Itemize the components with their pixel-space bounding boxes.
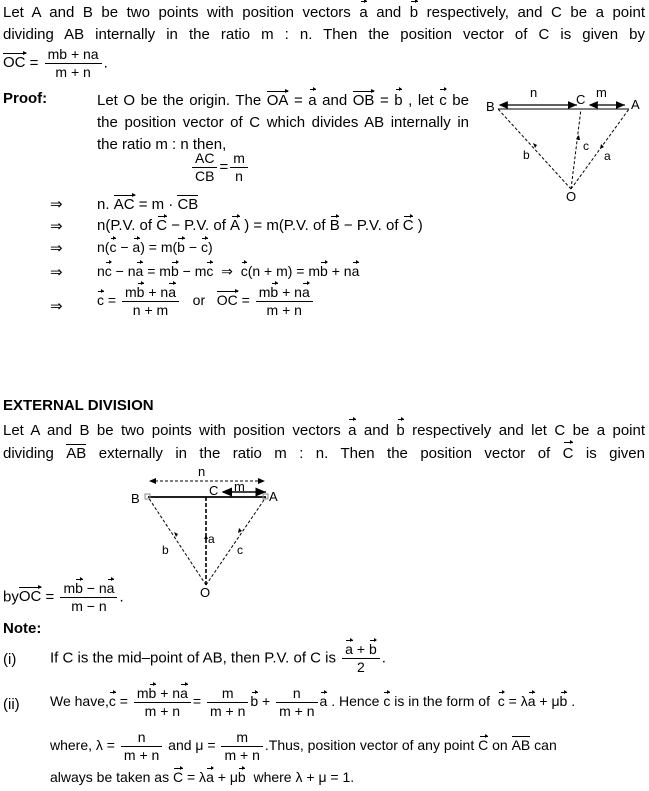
external-intro-line2: dividing AB externally in the ratio m : n. Then the position vector of C is given	[3, 443, 645, 465]
intro-text: Let A and B be two points with position vectors a and b respectively, and C be a point	[3, 4, 645, 21]
svg-text:A: A	[631, 97, 640, 112]
note-marker-i: (i)	[3, 651, 17, 668]
note-item-ii-line3: always be taken as C = λa + μb where λ + μ = 1.	[50, 769, 355, 785]
implies-icon: ⇒	[50, 196, 63, 213]
internal-intro-line2: dividing AB internally in the ratio m : n. Then the position vector of C is given by	[3, 26, 645, 43]
svg-text:m: m	[596, 85, 607, 100]
svg-text:c: c	[237, 543, 243, 557]
external-intro-line1: Let A and B be two points with position vectors a and b respectively and let C be a point	[3, 420, 645, 442]
svg-text:O: O	[566, 189, 577, 204]
proof-text: Let O be the origin. The OA = a and OB = b , let c be the position vector of C which divides AB internally in the ratio m : n then,	[97, 92, 469, 153]
svg-text:n: n	[198, 464, 206, 479]
implies-icon: ⇒	[50, 298, 63, 315]
svg-text:C: C	[576, 92, 586, 107]
external-formula: byOC = $\frac{mb - na}{m - n}$ .	[3, 580, 124, 614]
svg-text:n: n	[530, 85, 538, 100]
step-2: n(P.V. of C − P.V. of A ) = m(P.V. of B − P.V. of C )	[97, 217, 423, 234]
svg-text:C: C	[209, 483, 219, 498]
step-1: n. AC = m · CB	[97, 196, 199, 213]
svg-text:m: m	[234, 479, 245, 494]
note-item-i: If C is the mid–point of AB, then P.V. of C is $\frac{a + b}{2}$ .	[50, 641, 386, 675]
internal-formula-fraction: $\frac{mb + na}{m + n}$	[45, 46, 102, 81]
svg-text:b: b	[523, 148, 530, 162]
implies-icon: ⇒	[50, 218, 63, 235]
svg-text:c: c	[583, 139, 589, 153]
note-marker-ii: (ii)	[3, 696, 20, 713]
svg-text:A: A	[269, 489, 278, 504]
proof-label: Proof:	[3, 90, 48, 107]
svg-text:a: a	[208, 532, 215, 546]
implies-icon: ⇒	[50, 264, 63, 281]
step-4: nc − na = mb − mc ⇒ c(n + m) = mb + na	[97, 263, 360, 279]
svg-text:b: b	[162, 543, 169, 557]
note-item-ii-line2: where, λ = $\frac{n}{m + n}$ and μ = $\frac{m}{m + n}$ .Thus, position vector of any point C on AB can	[50, 729, 557, 763]
note-item-ii-line1: We have,c = $\frac{mb + na}{m + n}$ = $\frac{m}{m + n}$ b + $\frac{n}{m + n}$ a . Hence c is in the form of c = λa + μb .	[50, 685, 576, 719]
external-heading: EXTERNAL DIVISION	[3, 397, 154, 414]
svg-text:O: O	[200, 585, 211, 600]
ratio-equation: $\frac{AC}{CB}$ = $\frac{m}{n}$	[190, 150, 250, 185]
internal-intro-line1	[3, 2, 645, 24]
implies-icon: ⇒	[50, 240, 63, 257]
external-division-diagram	[128, 463, 288, 601]
svg-text:B: B	[486, 99, 495, 114]
note-label: Note:	[3, 620, 42, 637]
step-5: c = $\frac{mb + na}{n + m}$ or OC = $\frac{mb + na}{m + n}$	[97, 284, 315, 319]
oc-vector: OC	[3, 54, 26, 72]
internal-formula: OC = $\frac{mb + na}{m + n}$ .	[3, 46, 108, 80]
step-3: n(c − a) = m(b − c)	[97, 239, 213, 255]
svg-text:a: a	[604, 149, 611, 163]
internal-division-diagram	[482, 82, 647, 207]
svg-text:B: B	[131, 491, 140, 506]
